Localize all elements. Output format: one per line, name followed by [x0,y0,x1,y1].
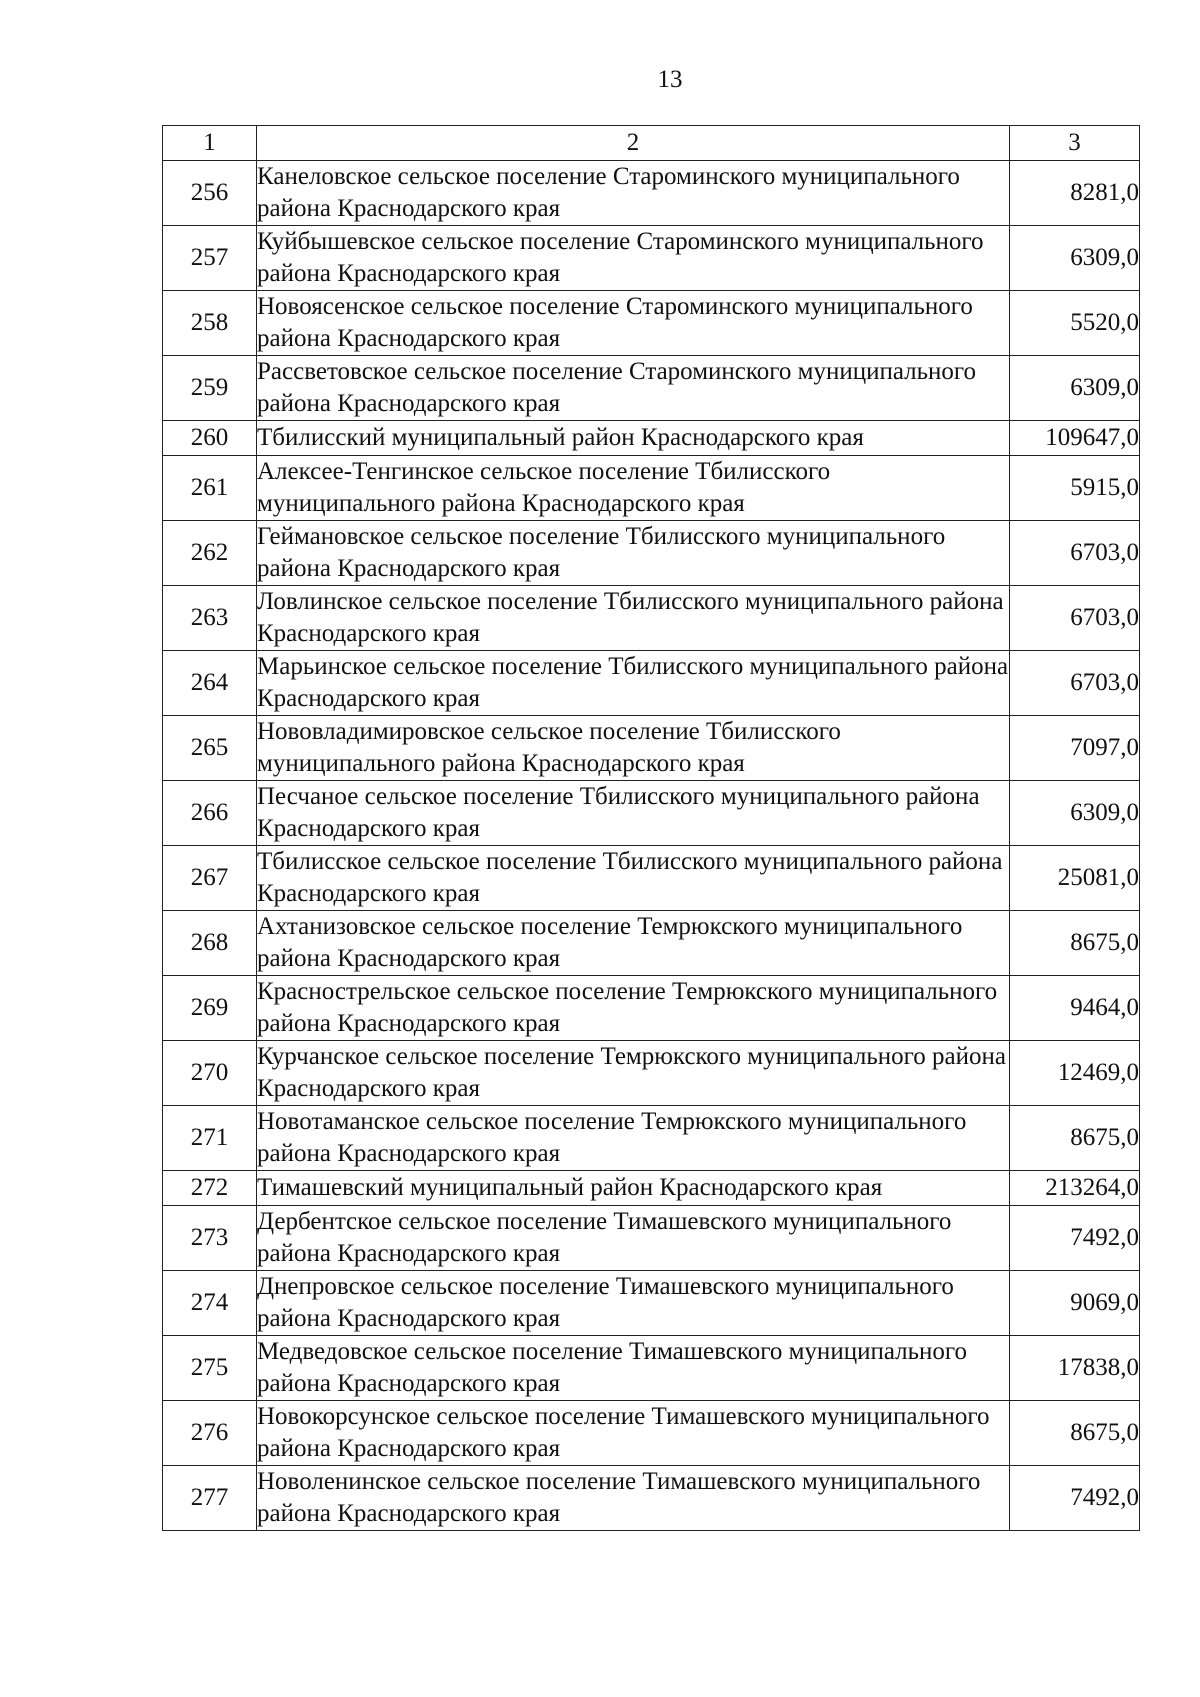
table-row [163,1336,1140,1401]
table-row [163,1206,1140,1271]
row-number: 261 [163,456,257,521]
table-row [163,976,1140,1041]
row-name: Канеловское сельское поселение Староминского муниципального района Краснодарского края [257,161,1010,226]
row-amount: 7097,0 [1010,716,1140,781]
row-amount: 8675,0 [1010,1401,1140,1466]
table-row [163,356,1140,421]
header-col-2: 2 [257,126,1010,161]
header-col-3: 3 [1010,126,1140,161]
row-name: Новокорсунское сельское поселение Тимашевского муниципального района Краснодарского края [257,1401,1010,1466]
row-amount: 109647,0 [1010,421,1140,456]
row-name: Куйбышевское сельское поселение Староминского муниципального района Краснодарского края [257,226,1010,291]
table-row [163,911,1140,976]
row-number: 272 [163,1171,257,1206]
row-amount: 6309,0 [1010,356,1140,421]
table-row [163,846,1140,911]
row-amount: 7492,0 [1010,1206,1140,1271]
row-name: Днепровское сельское поселение Тимашевского муниципального района Краснодарского края [257,1271,1010,1336]
row-number: 256 [163,161,257,226]
row-name: Ловлинское сельское поселение Тбилисского муниципального района Краснодарского края [257,586,1010,651]
row-number: 262 [163,521,257,586]
row-name: Геймановское сельское поселение Тбилисского муниципального района Краснодарского края [257,521,1010,586]
row-amount: 12469,0 [1010,1041,1140,1106]
row-amount: 6309,0 [1010,781,1140,846]
table-row [163,1106,1140,1171]
row-amount: 6703,0 [1010,521,1140,586]
row-amount: 213264,0 [1010,1171,1140,1206]
row-name: Тбилисский муниципальный район Краснодарского края [257,421,1010,456]
row-number: 265 [163,716,257,781]
table-row [163,421,1140,456]
row-number: 257 [163,226,257,291]
row-amount: 5520,0 [1010,291,1140,356]
row-amount: 17838,0 [1010,1336,1140,1401]
row-name: Рассветовское сельское поселение Староминского муниципального района Краснодарского края [257,356,1010,421]
row-number: 269 [163,976,257,1041]
table-row [163,781,1140,846]
table-body [163,161,1140,1531]
row-number: 258 [163,291,257,356]
row-name: Тимашевский муниципальный район Краснодарского края [257,1171,1010,1206]
row-name: Новотаманское сельское поселение Темрюкского муниципального района Краснодарского края [257,1106,1010,1171]
row-name: Алексее-Тенгинское сельское поселение Тбилисского муниципального района Краснодарского края [257,456,1010,521]
row-number: 276 [163,1401,257,1466]
row-name: Новоясенское сельское поселение Староминского муниципального района Краснодарского края [257,291,1010,356]
row-name: Ахтанизовское сельское поселение Темрюкского муниципального района Краснодарского края [257,911,1010,976]
row-number: 268 [163,911,257,976]
row-amount: 9464,0 [1010,976,1140,1041]
table-row [163,161,1140,226]
row-amount: 7492,0 [1010,1466,1140,1531]
row-name: Песчаное сельское поселение Тбилисского муниципального района Краснодарского края [257,781,1010,846]
row-number: 275 [163,1336,257,1401]
row-number: 271 [163,1106,257,1171]
row-number: 267 [163,846,257,911]
page-number: 13 [657,66,683,93]
header-col-1: 1 [163,126,257,161]
row-number: 260 [163,421,257,456]
row-number: 277 [163,1466,257,1531]
row-name: Нововладимировское сельское поселение Тбилисского муниципального района Краснодарского края [257,716,1010,781]
row-number: 264 [163,651,257,716]
row-amount: 5915,0 [1010,456,1140,521]
table-row [163,1171,1140,1206]
row-number: 263 [163,586,257,651]
row-amount: 8281,0 [1010,161,1140,226]
row-name: Марьинское сельское поселение Тбилисского муниципального района Краснодарского края [257,651,1010,716]
row-amount: 8675,0 [1010,1106,1140,1171]
allocation-table [162,125,1140,1531]
table-row [163,521,1140,586]
row-number: 274 [163,1271,257,1336]
table-row [163,651,1140,716]
table-row [163,226,1140,291]
row-number: 270 [163,1041,257,1106]
row-name: Медведовское сельское поселение Тимашевского муниципального района Краснодарского края [257,1336,1010,1401]
row-number: 259 [163,356,257,421]
row-amount: 6309,0 [1010,226,1140,291]
table-header-row [163,126,1140,161]
table-row [163,1041,1140,1106]
table-row [163,1401,1140,1466]
table-row [163,586,1140,651]
row-name: Курчанское сельское поселение Темрюкского муниципального района Краснодарского края [257,1041,1010,1106]
table-row [163,1466,1140,1531]
row-amount: 8675,0 [1010,911,1140,976]
row-name: Тбилисское сельское поселение Тбилисского муниципального района Краснодарского края [257,846,1010,911]
table-row [163,1271,1140,1336]
table-row [163,291,1140,356]
row-amount: 25081,0 [1010,846,1140,911]
row-number: 273 [163,1206,257,1271]
table-row [163,716,1140,781]
row-name: Краснострельское сельское поселение Темрюкского муниципального района Краснодарского края [257,976,1010,1041]
row-amount: 9069,0 [1010,1271,1140,1336]
row-name: Новоленинское сельское поселение Тимашевского муниципального района Краснодарского края [257,1466,1010,1531]
row-amount: 6703,0 [1010,651,1140,716]
row-name: Дербентское сельское поселение Тимашевского муниципального района Краснодарского края [257,1206,1010,1271]
row-amount: 6703,0 [1010,586,1140,651]
table-row [163,456,1140,521]
row-number: 266 [163,781,257,846]
